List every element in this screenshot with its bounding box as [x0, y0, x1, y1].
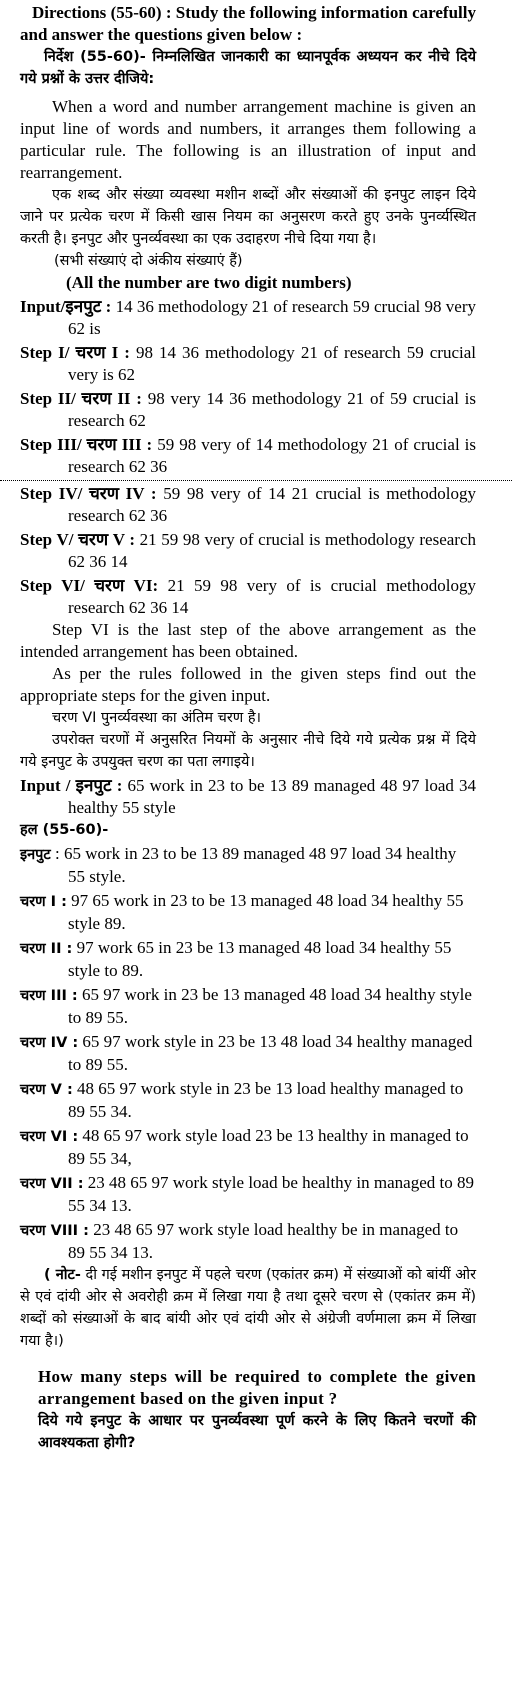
last-step-english: Step VI is the last step of the above arrangement as the intended arrangement has been obtained.	[20, 620, 476, 661]
example-step-line	[20, 529, 476, 573]
solution-label: चरण V :	[20, 1082, 73, 1098]
question-hindi: दिये गये इनपुट के आधार पर पुनर्व्यवस्था पूर्ण करने के लिए कितने चरणों की आवश्यकता होगी?	[38, 1413, 476, 1451]
example-label: Step III/ चरण III :	[20, 435, 153, 454]
document-page	[20, 0, 476, 1454]
solution-note	[20, 1264, 476, 1352]
solution-line	[20, 1125, 476, 1170]
given-input-line	[20, 775, 476, 819]
solution-heading: हल (55-60)-	[20, 822, 109, 838]
example-step-line	[20, 342, 476, 386]
solution-text: 48 65 97 work style in 23 be 13 load healthy managed to 89 55 34.	[68, 1079, 464, 1121]
solution-label: चरण VIII :	[20, 1223, 89, 1239]
note-text: दी गई मशीन इनपुट में पहले चरण (एकांतर क्रम) में संख्याओं को बांयीं ओर से एवं दांयी ओर से अवरोही क्रम में लिखा गया है तथा दूसरे चरण से (एकांतर क्रम में) शब्दों को संख्याओं के बाद बांयी ओर एवं दांयी ओर से अंग्रेजी वर्णमाला क्रम में लिखा गया है।)	[20, 1267, 477, 1349]
solution-line	[20, 984, 476, 1029]
directions-english: Directions (55-60) : Study the following information carefully and answer the questions given below :	[20, 3, 476, 44]
example-input-line	[20, 296, 476, 340]
example-text: 14 36 methodology 21 of research 59 crucial 98 very 62 is	[68, 297, 477, 338]
solution-text: 23 48 65 97 work style load healthy be in managed to 89 55 34 13.	[68, 1220, 459, 1262]
solution-text: 65 97 work in 23 be 13 managed 48 load 34 healthy style to 89 55.	[68, 985, 472, 1027]
solution-label: चरण VII :	[20, 1176, 84, 1192]
given-input-text: 65 work in 23 to be 13 89 managed 48 97 load 34 healthy 55 style	[68, 776, 477, 817]
example-label: Step V/ चरण V :	[20, 530, 136, 549]
example-text: 21 59 98 very of is crucial methodology research 62 36 14	[68, 576, 476, 617]
rules-english: As per the rules followed in the given steps find out the appropriate steps for the given input.	[20, 664, 476, 705]
example-step-line	[20, 434, 476, 478]
example-label: Input/इनपुट :	[20, 297, 112, 316]
solution-line	[20, 1219, 476, 1264]
dotted-divider	[0, 480, 512, 481]
solution-line	[20, 1031, 476, 1076]
solution-label: चरण II :	[20, 941, 73, 957]
solution-text: 23 48 65 97 work style load be healthy in managed to 89 55 34 13.	[68, 1173, 474, 1215]
note-hindi: (सभी संख्याएं दो अंकीय संख्याएं हैं)	[54, 253, 243, 269]
last-step-hindi: चरण VI पुनर्व्यवस्था का अंतिम चरण है।	[52, 710, 262, 726]
solution-label: चरण I :	[20, 894, 67, 910]
example-label: Step II/ चरण II :	[20, 389, 142, 408]
example-text: 98 14 36 methodology 21 of research 59 crucial very is 62	[68, 343, 476, 384]
intro-english: When a word and number arrangement machine is given an input line of words and numbers, it arranges them following a particular rule. The following is an illustration of input and rearrangement.	[20, 97, 476, 182]
rules-hindi: उपरोक्त चरणों में अनुसरित नियमों के अनुसार नीचे दिये गये प्रत्येक प्रश्न में दिये गये इनपुट के उपयुक्त चरण का पता लगाइये।	[20, 732, 476, 770]
solution-line	[20, 937, 476, 982]
example-steps	[20, 296, 476, 619]
note-label: ( नोट-	[44, 1267, 81, 1283]
example-step-line	[20, 483, 476, 527]
solution-text: 97 work 65 in 23 be 13 managed 48 load 34 healthy 55 style to 89.	[68, 938, 452, 980]
example-step-line	[20, 388, 476, 432]
example-text: 59 98 very of 14 21 crucial is methodology research 62 36	[68, 484, 476, 525]
solution-line	[20, 843, 476, 888]
solution-line	[20, 1078, 476, 1123]
solution-text: 48 65 97 work style load 23 be 13 healthy in managed to 89 55 34,	[68, 1126, 469, 1168]
solution-text: 65 97 work style in 23 be 13 48 load 34 healthy managed to 89 55.	[68, 1032, 473, 1074]
question-english: How many steps will be required to complete the given arrangement based on the given input ?	[38, 1367, 476, 1408]
example-step-line	[20, 575, 476, 619]
solution-text: : 65 work in 23 to be 13 89 managed 48 97 load 34 healthy 55 style.	[54, 844, 457, 886]
solution-label: इनपुट	[20, 847, 51, 863]
given-input-label: Input / इनपुट :	[20, 776, 123, 795]
example-label: Step VI/ चरण VI:	[20, 576, 159, 595]
solution-label: चरण III :	[20, 988, 78, 1004]
example-text: 98 very 14 36 methodology 21 of 59 crucial is research 62	[68, 389, 476, 430]
solution-steps	[20, 843, 476, 1264]
solution-line	[20, 1172, 476, 1217]
intro-hindi: एक शब्द और संख्या व्यवस्था मशीन शब्दों और संख्याओं की इनपुट लाइन दिये जाने पर प्रत्येक चरण में किसी खास नियम का अनुसरण करते हुए उनके पुनर्व्यस्थित करती है। इनपुट और पुनर्व्यवस्था का एक उदाहरण नीचे दिया गया है।	[20, 187, 476, 247]
directions-hindi: निर्देश (55-60)- निम्नलिखित जानकारी का ध्यानपूर्वक अध्ययन कर नीचे दिये गये प्रश्नों के उत्तर दीजिये:	[20, 49, 476, 87]
note-english: (All the number are two digit numbers)	[66, 273, 352, 292]
solution-line	[20, 890, 476, 935]
example-text: 59 98 very of 14 methodology 21 of crucial is research 62 36	[68, 435, 477, 476]
solution-text: 97 65 work in 23 to be 13 managed 48 load 34 healthy 55 style 89.	[68, 891, 464, 933]
question-block	[38, 1366, 476, 1454]
example-label: Step I/ चरण I :	[20, 343, 130, 362]
example-label: Step IV/ चरण IV :	[20, 484, 157, 503]
solution-label: चरण IV :	[20, 1035, 79, 1051]
example-text: 21 59 98 very of crucial is methodology research 62 36 14	[68, 530, 476, 571]
solution-label: चरण VI :	[20, 1129, 79, 1145]
